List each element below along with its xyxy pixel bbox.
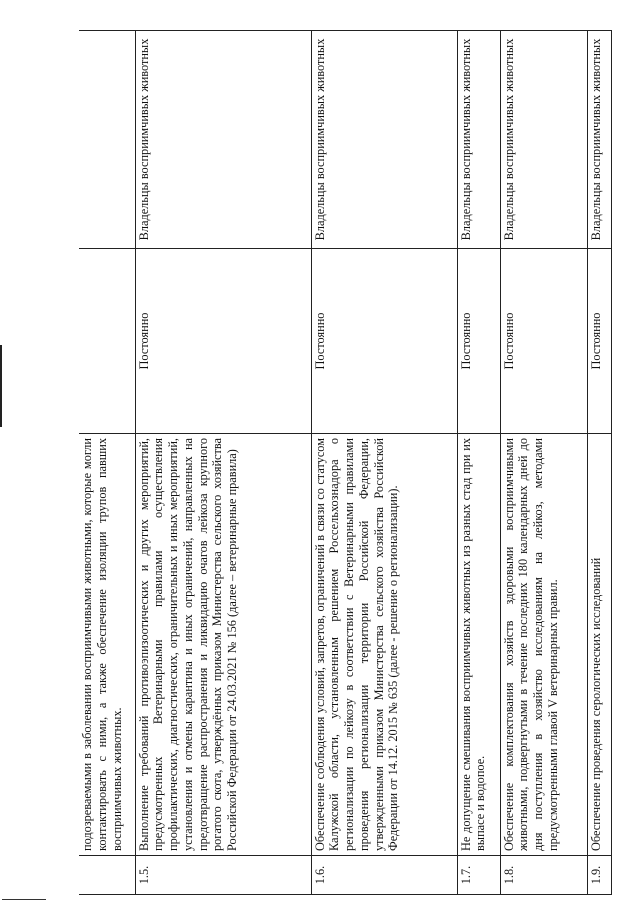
period-cell: Постоянно xyxy=(500,249,587,434)
margin-mark xyxy=(0,345,2,427)
responsible-cell: Владельцы восприимчивых животных xyxy=(500,31,587,249)
row-number: 1.9. xyxy=(587,856,611,895)
row-number: 1.8. xyxy=(500,856,587,895)
measure-text: Выполнение требований противоэпизоотических и других мероприятий, предусмотренных Ветеринарными правилами осуществления профилактических, диагностических, ограничительных и иных мероприятий, установления и отмены карантина и иных ограничений, направленных на предотвращение распространения и ликвидацию очагов лейкоза крупного рогатого скота, утверждённых приказом Министерства сельского хозяйства Российской Федерации от 24.03.2021 № 156 (далее – ветеринарные правила) xyxy=(135,434,311,856)
row-number: 1.6. xyxy=(311,856,457,895)
measure-text: Обеспечение проведения серологических исследований xyxy=(587,434,611,856)
responsible-cell: Владельцы восприимчивых животных xyxy=(311,31,457,249)
measure-text: Не допущение смешивания восприимчивых животных из разных стад при их выпасе и водопое. xyxy=(457,434,500,856)
measures-table xyxy=(79,30,612,895)
row-number: 1.5. xyxy=(135,856,311,895)
period-cell xyxy=(79,249,135,434)
row-number: 1.7. xyxy=(457,856,500,895)
table-row xyxy=(587,31,611,895)
period-cell: Постоянно xyxy=(135,249,311,434)
table-row xyxy=(457,31,500,895)
page-frame xyxy=(79,30,639,895)
table-row xyxy=(311,31,457,895)
period-cell: Постоянно xyxy=(311,249,457,434)
responsible-cell: Владельцы восприимчивых животных xyxy=(135,31,311,249)
row-number xyxy=(79,856,135,895)
table-row xyxy=(500,31,587,895)
table-row xyxy=(135,31,311,895)
measure-text: Обеспечение комплектования хозяйств здоровыми восприимчивыми животными, подвергнутыми в течение последних 180 календарных дней до дня поступления в хозяйство исследованиям на лейкоз, методами предусмотренными главой V ветеринарных правил. xyxy=(500,434,587,856)
responsible-cell: Владельцы восприимчивых животных xyxy=(587,31,611,249)
measure-text: Обеспечение соблюдения условий, запретов, ограничений в связи со статусом Калужской области, установленным решением Россельхознадора о регионализации по лейкозу в соответствии с Ветеринарными правилами проведения регионализации территории Российской Федерации, утвержденными приказом Министерства сельского хозяйства Российской Федерации от 14.12. 2015 № 635 (далее - решение о регионализации). xyxy=(311,434,457,856)
measure-text: подозреваемыми в заболевании восприимчивыми животными, которые могли контактировать с ними, а также обеспечение изоляции трупов павших восприимчивых животных. xyxy=(79,434,135,856)
responsible-cell xyxy=(79,31,135,249)
period-cell: Постоянно xyxy=(587,249,611,434)
table-row xyxy=(79,31,135,895)
responsible-cell: Владельцы восприимчивых животных xyxy=(457,31,500,249)
rotated-table-container xyxy=(79,30,639,895)
footer-line xyxy=(2,899,46,900)
period-cell: Постоянно xyxy=(457,249,500,434)
